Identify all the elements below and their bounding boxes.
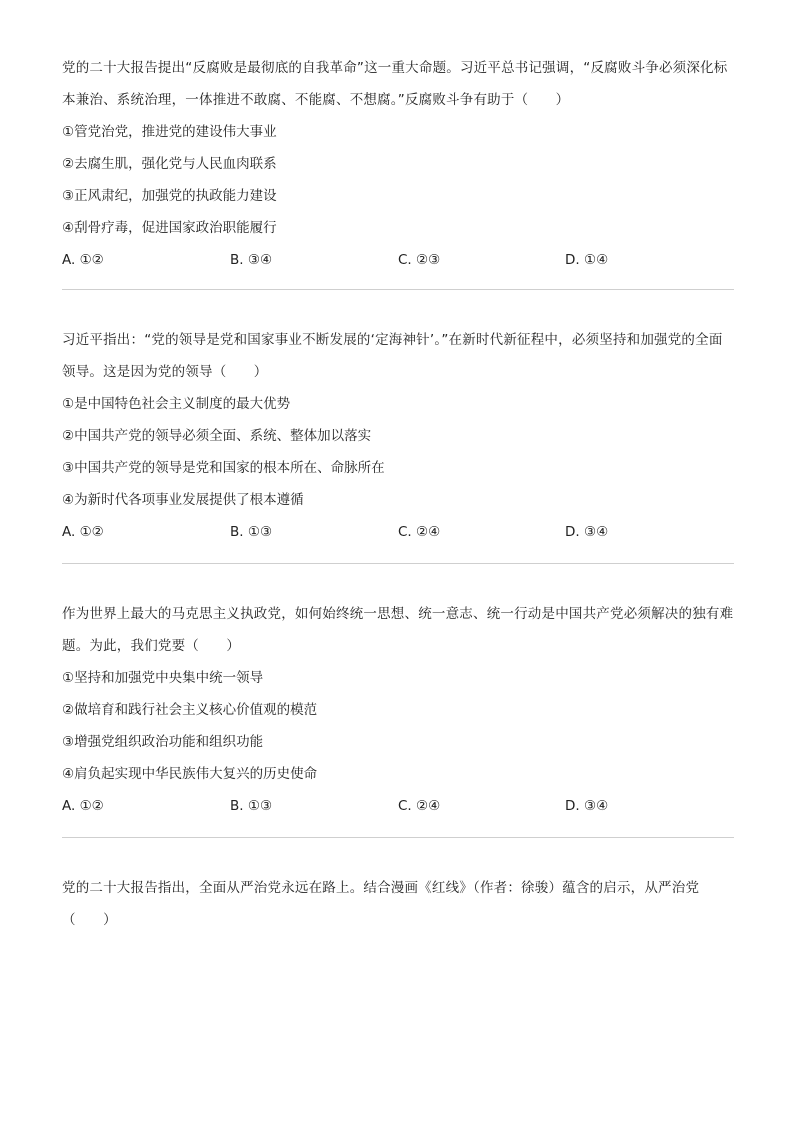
answer-choices: [62, 244, 734, 276]
choice-d[interactable]: D. ③④: [565, 798, 609, 814]
question-4: [62, 872, 734, 936]
option-statement-3: ③增强党组织政治功能和组织功能: [62, 734, 264, 750]
question-divider: [62, 563, 734, 564]
option-statement-1: ①坚持和加强党中央集中统一领导: [62, 670, 264, 686]
choice-b[interactable]: B. ①③: [230, 798, 273, 814]
choice-a[interactable]: A. ①②: [62, 524, 104, 540]
question-stem: 作为世界上最大的马克思主义执政党，如何始终统一思想、统一意志、统一行动是中国共产党必须解决的独有难题。为此，我们党要（ ）: [62, 606, 734, 654]
choice-b[interactable]: B. ③④: [230, 252, 273, 268]
question-stem: 党的二十大报告提出“反腐败是最彻底的自我革命”这一重大命题。习近平总书记强调，“反腐败斗争必须深化标本兼治、系统治理，一体推进不敢腐、不能腐、不想腐。”反腐败斗争有助于（ ）: [62, 60, 728, 108]
option-statement-4: ④为新时代各项事业发展提供了根本遵循: [62, 492, 304, 508]
choice-d[interactable]: D. ①④: [565, 252, 609, 268]
option-statement-3: ③正风肃纪，加强党的执政能力建设: [62, 188, 277, 204]
question-divider: [62, 289, 734, 290]
question-stem: 党的二十大报告指出，全面从严治党永远在路上。结合漫画《红线》（作者：徐骏）蕴含的启示，从严治党（ ）: [62, 880, 700, 928]
option-statement-2: ②做培育和践行社会主义核心价值观的模范: [62, 702, 318, 718]
option-statement-2: ②中国共产党的领导必须全面、系统、整体加以落实: [62, 428, 372, 444]
question-1: [62, 52, 734, 276]
choice-a[interactable]: A. ①②: [62, 252, 104, 268]
question-divider: [62, 837, 734, 838]
question-stem: 习近平指出：“党的领导是党和国家事业不断发展的‘定海神针’。”在新时代新征程中，必须坚持和加强党的全面领导。这是因为党的领导（ ）: [62, 332, 723, 380]
answer-choices: [62, 516, 734, 548]
option-statement-1: ①是中国特色社会主义制度的最大优势: [62, 396, 291, 412]
option-statement-4: ④刮骨疗毒，促进国家政治职能履行: [62, 220, 277, 236]
choice-b[interactable]: B. ①③: [230, 524, 273, 540]
choice-c[interactable]: C. ②④: [398, 798, 441, 814]
choice-a[interactable]: A. ①②: [62, 798, 104, 814]
choice-c[interactable]: C. ②④: [398, 524, 441, 540]
question-2: [62, 324, 734, 548]
option-statement-3: ③中国共产党的领导是党和国家的根本所在、命脉所在: [62, 460, 385, 476]
option-statement-2: ②去腐生肌，强化党与人民血肉联系: [62, 156, 277, 172]
answer-choices: [62, 790, 734, 822]
option-statement-1: ①管党治党，推进党的建设伟大事业: [62, 124, 277, 140]
choice-d[interactable]: D. ③④: [565, 524, 609, 540]
choice-c[interactable]: C. ②③: [398, 252, 441, 268]
option-statement-4: ④肩负起实现中华民族伟大复兴的历史使命: [62, 766, 318, 782]
question-3: [62, 598, 734, 822]
